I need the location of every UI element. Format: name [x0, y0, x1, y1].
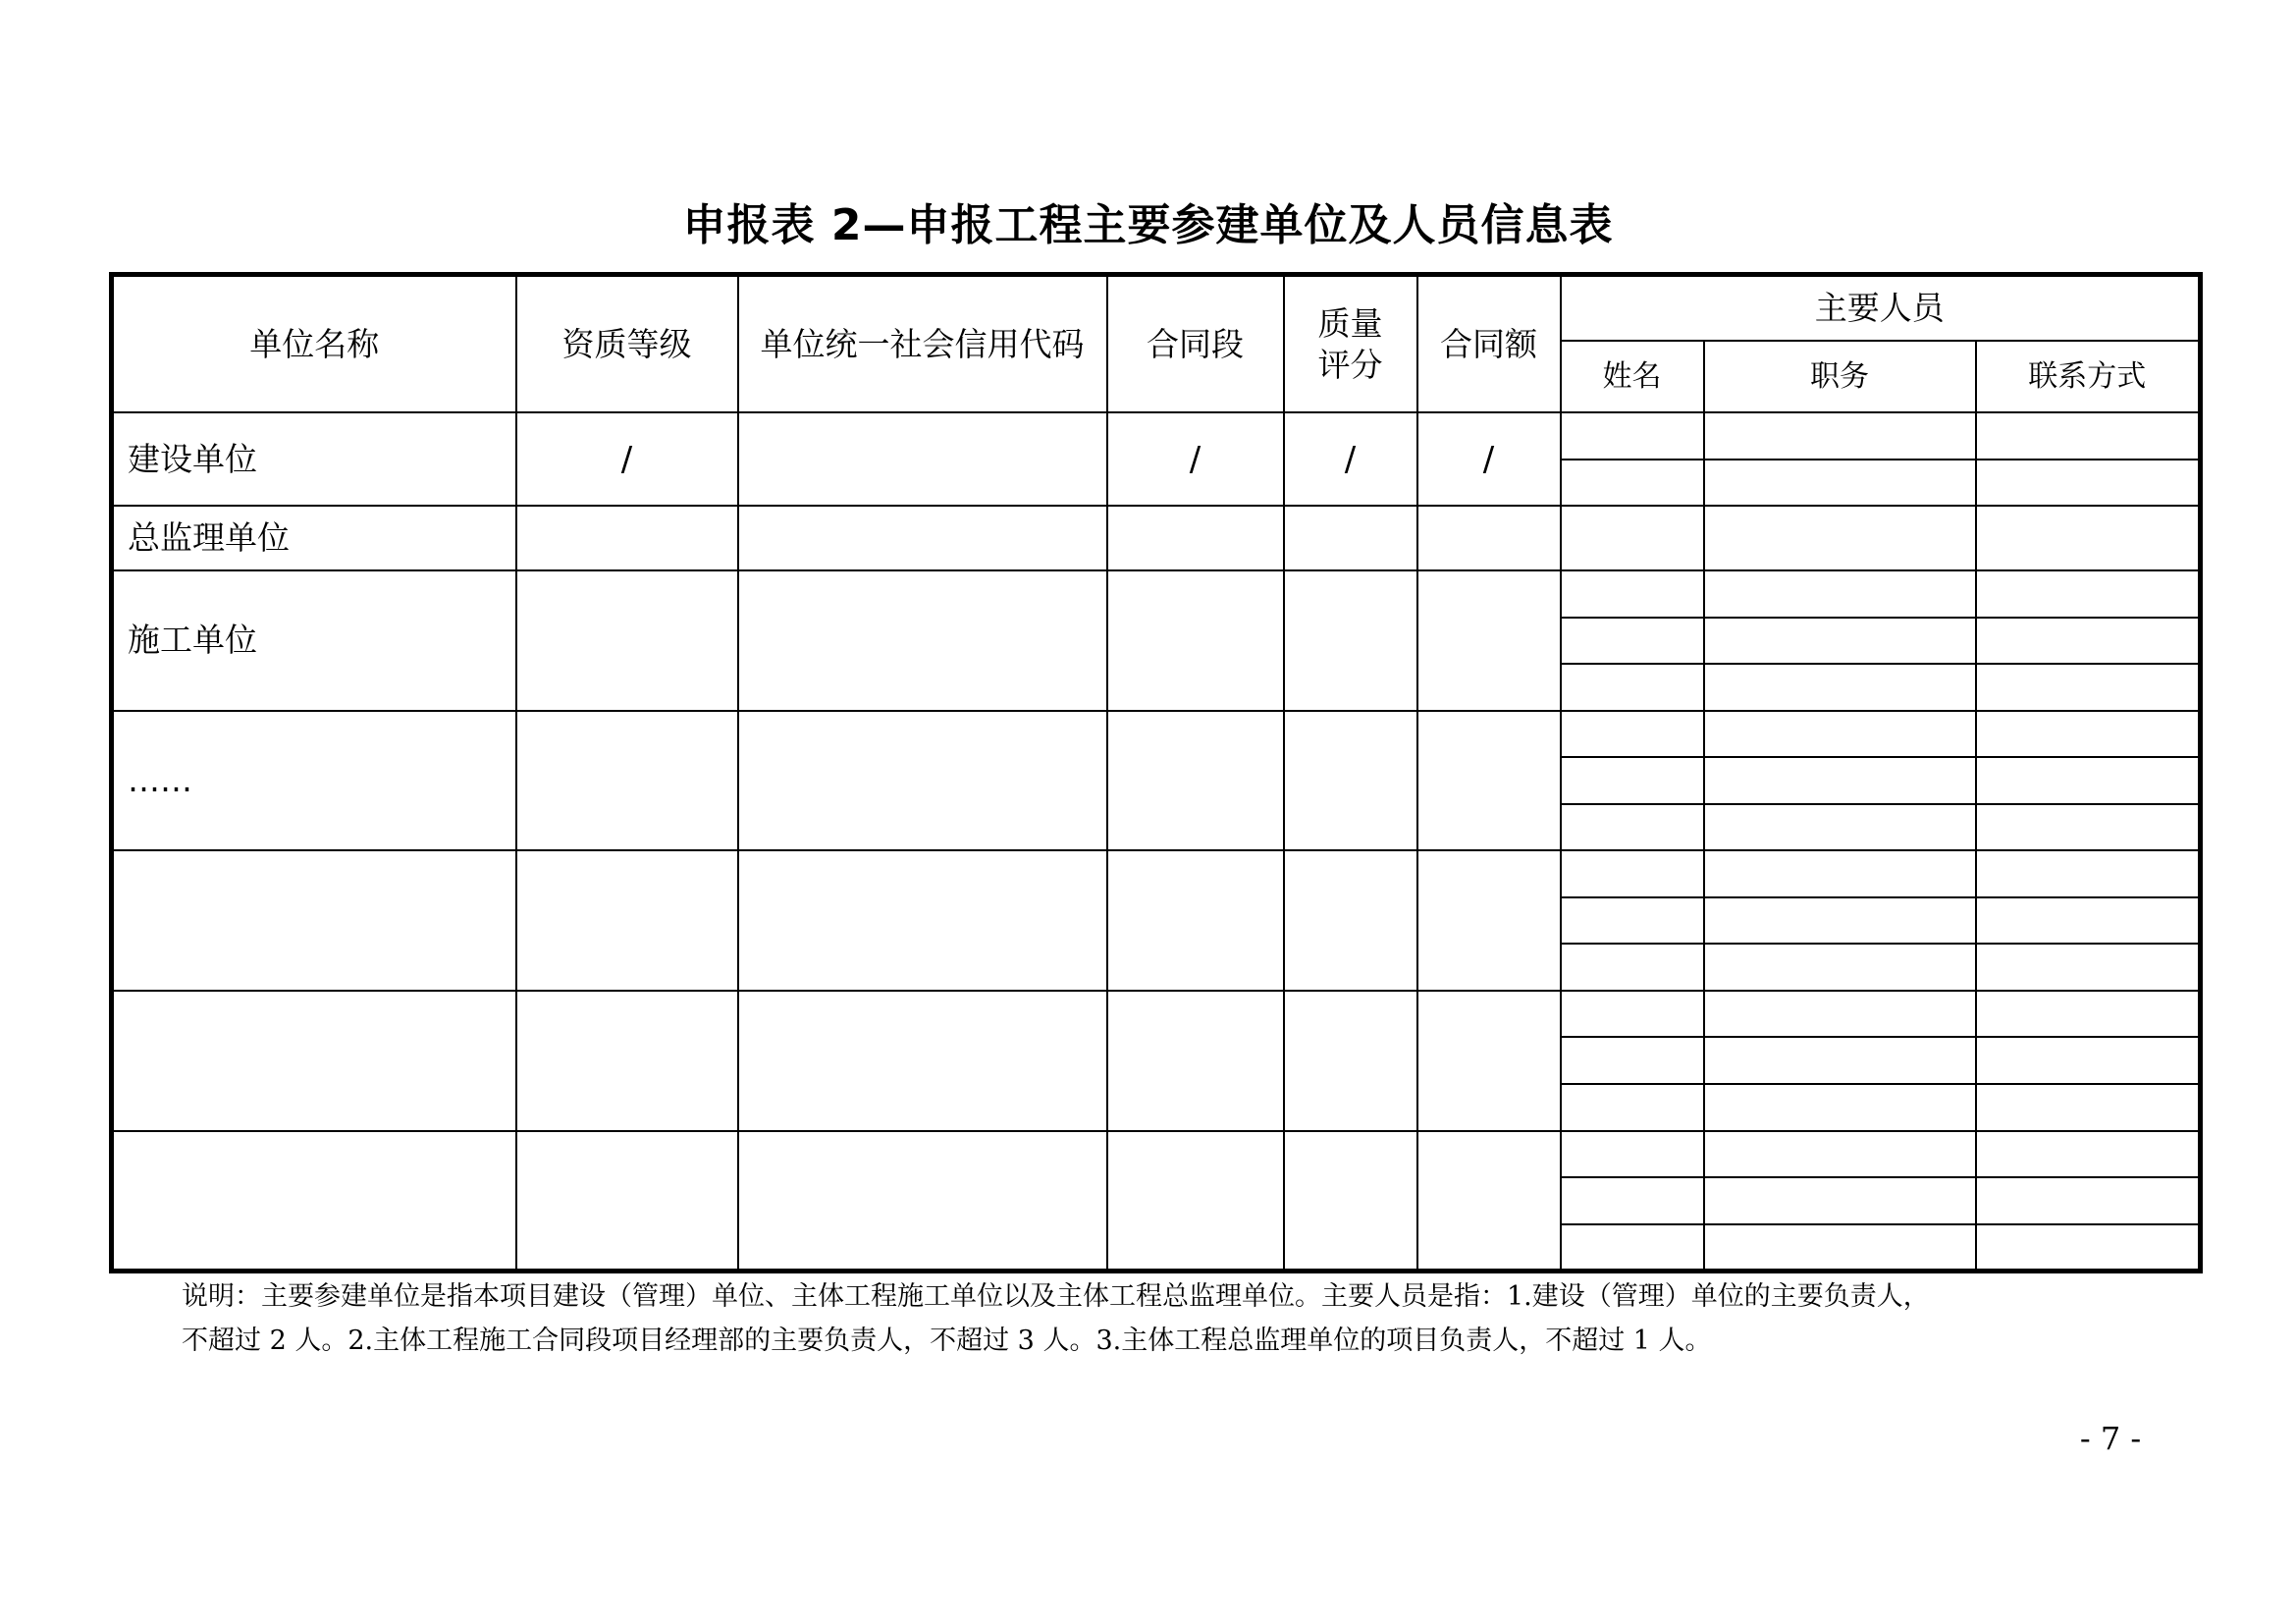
qualification-cell: [516, 991, 738, 1131]
contract-amount-cell: [1417, 991, 1561, 1131]
contract-section-cell: [1107, 850, 1284, 991]
contact-cell: [1976, 850, 2201, 897]
qualification-cell: [516, 570, 738, 711]
header-person-name: 姓名: [1561, 341, 1704, 412]
position-cell: [1704, 664, 1976, 711]
credit-code-cell: [738, 412, 1107, 506]
person-name-cell: [1561, 1224, 1704, 1272]
header-contract-section: 合同段: [1107, 275, 1284, 413]
person-name-cell: [1561, 1177, 1704, 1224]
quality-score-cell: /: [1284, 412, 1417, 506]
position-cell: [1704, 460, 1976, 507]
unit-name-cell: [112, 991, 516, 1131]
contract-section-cell: [1107, 711, 1284, 851]
contract-amount-cell: [1417, 711, 1561, 851]
person-name-cell: [1561, 460, 1704, 507]
contract-amount-cell: [1417, 506, 1561, 570]
person-name-cell: [1561, 412, 1704, 460]
person-name-cell: [1561, 570, 1704, 618]
contact-cell: [1976, 412, 2201, 460]
contact-cell: [1976, 1131, 2201, 1178]
position-cell: [1704, 506, 1976, 570]
credit-code-cell: [738, 991, 1107, 1131]
contact-cell: [1976, 1084, 2201, 1131]
credit-code-cell: [738, 711, 1107, 851]
contract-amount-cell: [1417, 570, 1561, 711]
position-cell: [1704, 850, 1976, 897]
person-name-cell: [1561, 1084, 1704, 1131]
contact-cell: [1976, 506, 2201, 570]
position-cell: [1704, 570, 1976, 618]
person-name-cell: [1561, 850, 1704, 897]
quality-score-cell: [1284, 570, 1417, 711]
contact-cell: [1976, 757, 2201, 804]
page-title: 申报表 2—申报工程主要参建单位及人员信息表: [682, 200, 1614, 250]
note-line-1: 说明：主要参建单位是指本项目建设（管理）单位、主体工程施工单位以及主体工程总监理单位。主要人员是指：1.建设（管理）单位的主要负责人，: [182, 1281, 1930, 1312]
qualification-cell: [516, 1131, 738, 1272]
person-name-cell: [1561, 664, 1704, 711]
quality-score-cell: [1284, 991, 1417, 1131]
header-quality-score: [1284, 275, 1417, 413]
header-position: 职务: [1704, 341, 1976, 412]
page-number: - 7 -: [2079, 1420, 2142, 1457]
quality-score-cell: [1284, 506, 1417, 570]
contact-cell: [1976, 804, 2201, 851]
header-quality-score-text: 质量评分: [1317, 303, 1383, 384]
position-cell: [1704, 711, 1976, 758]
position-cell: [1704, 944, 1976, 991]
credit-code-cell: [738, 506, 1107, 570]
quality-score-cell: [1284, 711, 1417, 851]
position-cell: [1704, 897, 1976, 945]
position-cell: [1704, 804, 1976, 851]
person-name-cell: [1561, 944, 1704, 991]
unit-name-cell: 施工单位: [112, 570, 516, 711]
person-name-cell: [1561, 506, 1704, 570]
position-cell: [1704, 1224, 1976, 1272]
contact-cell: [1976, 991, 2201, 1038]
contract-amount-cell: [1417, 1131, 1561, 1272]
qualification-cell: [516, 506, 738, 570]
person-name-cell: [1561, 804, 1704, 851]
qualification-cell: [516, 850, 738, 991]
person-name-cell: [1561, 618, 1704, 665]
qualification-cell: [516, 711, 738, 851]
header-contact: 联系方式: [1976, 341, 2201, 412]
contact-cell: [1976, 1177, 2201, 1224]
header-unit-name: 单位名称: [112, 275, 516, 413]
header-qualification: 资质等级: [516, 275, 738, 413]
position-cell: [1704, 1131, 1976, 1178]
contact-cell: [1976, 618, 2201, 665]
contact-cell: [1976, 1224, 2201, 1272]
position-cell: [1704, 1037, 1976, 1084]
unit-name-cell: [112, 850, 516, 991]
header-credit-code: 单位统一社会信用代码: [738, 275, 1107, 413]
person-name-cell: [1561, 711, 1704, 758]
person-name-cell: [1561, 897, 1704, 945]
quality-score-cell: [1284, 1131, 1417, 1272]
contract-section-cell: [1107, 1131, 1284, 1272]
contract-section-cell: /: [1107, 412, 1284, 506]
contract-amount-cell: /: [1417, 412, 1561, 506]
position-cell: [1704, 1177, 1976, 1224]
person-name-cell: [1561, 1037, 1704, 1084]
qualification-cell: /: [516, 412, 738, 506]
quality-score-cell: [1284, 850, 1417, 991]
credit-code-cell: [738, 1131, 1107, 1272]
unit-name-cell: [112, 1131, 516, 1272]
contact-cell: [1976, 944, 2201, 991]
note-line-2: 不超过 2 人。2.主体工程施工合同段项目经理部的主要负责人，不超过 3 人。3.主体工程总监理单位的项目负责人，不超过 1 人。: [182, 1326, 1712, 1356]
contract-section-cell: [1107, 506, 1284, 570]
contact-cell: [1976, 897, 2201, 945]
contract-section-cell: [1107, 991, 1284, 1131]
header-key-personnel: 主要人员: [1561, 275, 2201, 342]
position-cell: [1704, 991, 1976, 1038]
contract-amount-cell: [1417, 850, 1561, 991]
unit-name-cell: 建设单位: [112, 412, 516, 506]
contract-section-cell: [1107, 570, 1284, 711]
position-cell: [1704, 757, 1976, 804]
credit-code-cell: [738, 850, 1107, 991]
position-cell: [1704, 1084, 1976, 1131]
unit-name-cell: ……: [112, 711, 516, 851]
person-name-cell: [1561, 991, 1704, 1038]
personnel-info-table: [109, 272, 2203, 1273]
credit-code-cell: [738, 570, 1107, 711]
contact-cell: [1976, 1037, 2201, 1084]
position-cell: [1704, 618, 1976, 665]
person-name-cell: [1561, 757, 1704, 804]
contact-cell: [1976, 460, 2201, 507]
contact-cell: [1976, 711, 2201, 758]
contact-cell: [1976, 570, 2201, 618]
person-name-cell: [1561, 1131, 1704, 1178]
header-contract-amount: 合同额: [1417, 275, 1561, 413]
unit-name-cell: 总监理单位: [112, 506, 516, 570]
position-cell: [1704, 412, 1976, 460]
contact-cell: [1976, 664, 2201, 711]
